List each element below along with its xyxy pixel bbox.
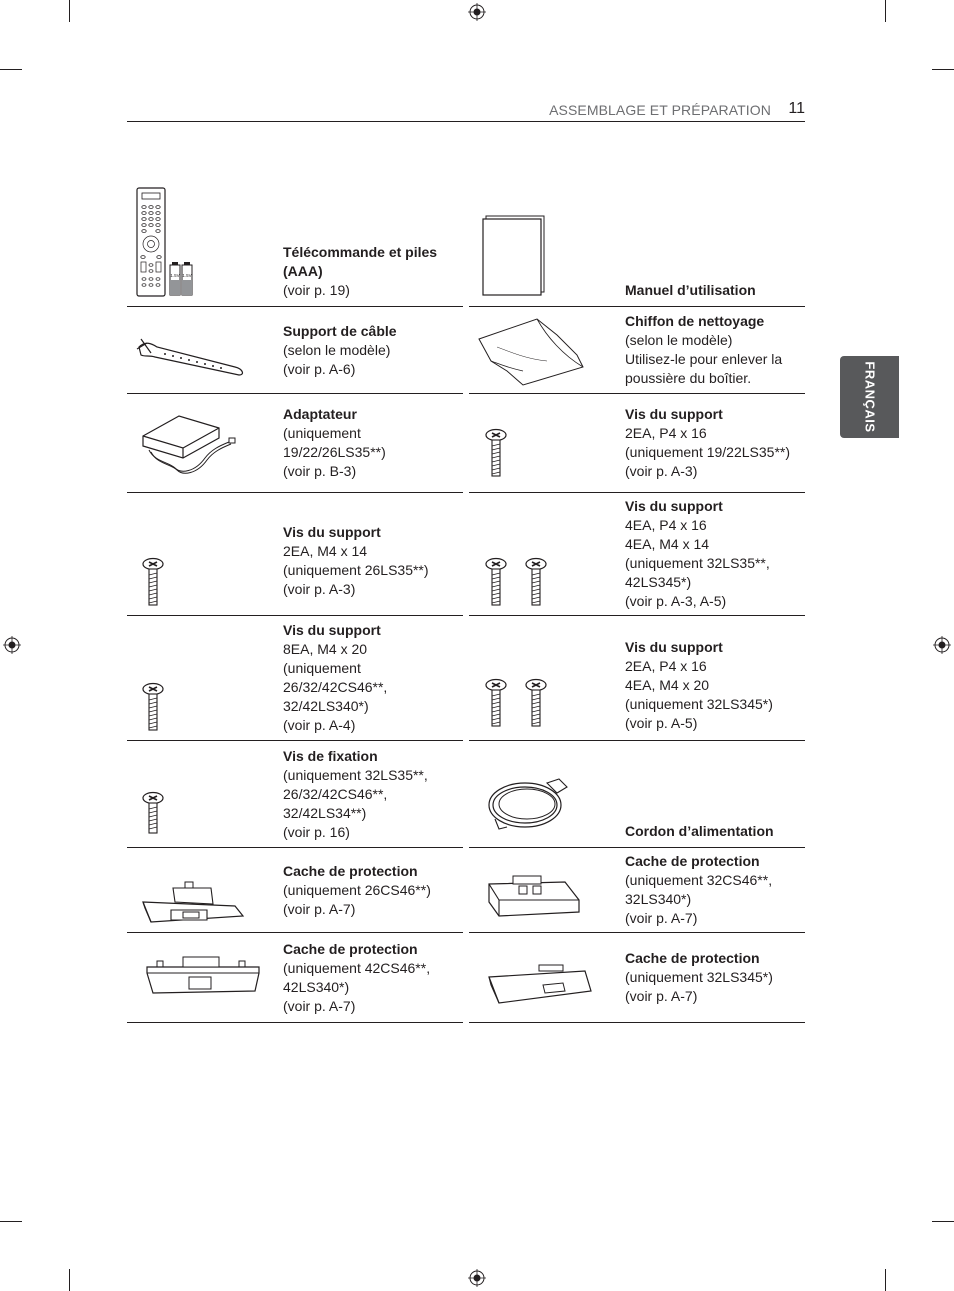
accessory-detail: 8EA, M4 x 20 (283, 641, 368, 657)
accessory-detail: (uniquement 26LS35**) (283, 562, 429, 578)
accessory-description (625, 394, 805, 492)
accessory-detail: 4EA, P4 x 16 (625, 517, 707, 533)
accessory-detail: 4EA, M4 x 14 (625, 536, 710, 552)
accessory-detail: 4EA, M4 x 20 (625, 676, 710, 693)
table-row (127, 185, 805, 307)
language-tab (840, 356, 899, 438)
accessory-cell (127, 848, 463, 933)
accessory-detail: (selon le modèle) (625, 332, 733, 348)
accessory-detail: 26/32/42CS46**, (283, 785, 388, 802)
accessory-cell (469, 394, 805, 493)
accessory-description (625, 933, 805, 1022)
accessory-cell (469, 848, 805, 933)
accessory-name: Adaptateur (283, 406, 357, 422)
power-cord-icon (485, 775, 571, 835)
accessory-cell (127, 616, 463, 741)
accessory-cell (469, 307, 805, 394)
accessory-description (283, 185, 463, 306)
accessory-name: Vis du support (625, 406, 723, 422)
accessory-description (625, 307, 805, 393)
accessory-detail: (voir p. A-3, A-5) (625, 593, 727, 609)
registration-mark-icon (468, 3, 486, 21)
accessory-cell (469, 933, 805, 1023)
accessory-detail: (uniquement 32LS35**, (283, 766, 428, 783)
power-adapter-icon (139, 406, 239, 478)
accessory-name: Vis du support (625, 498, 723, 514)
accessory-description (283, 394, 463, 492)
section-title: ASSEMBLAGE ET PRÉPARATION (549, 102, 771, 118)
accessory-detail: (uniquement 32LS345*) (625, 969, 773, 985)
accessory-description (283, 741, 463, 847)
crop-mark (885, 1269, 886, 1291)
protection-cover-icon (485, 963, 595, 1007)
battery-voltage-label: 1.5V (182, 273, 192, 278)
accessory-detail: (uniquement 32CS46**, (625, 872, 773, 888)
accessory-name: Support de câble (283, 322, 397, 339)
accessory-description (283, 616, 463, 740)
accessory-detail: (voir p. 19) (283, 282, 350, 298)
accessory-detail: 32/42LS34**) (283, 804, 367, 821)
accessory-cell (127, 741, 463, 848)
accessory-name: Cache de protection (283, 940, 418, 957)
accessory-detail: 2EA, P4 x 16 (625, 425, 707, 441)
screw-icon (524, 557, 548, 609)
accessory-detail: 2EA, P4 x 16 (625, 657, 707, 674)
accessory-cell (127, 933, 463, 1023)
accessory-detail: (uniquement 42CS46**, (283, 959, 431, 976)
accessory-name: Manuel d’utilisation (625, 282, 756, 298)
accessory-detail: (voir p. B-3) (283, 463, 357, 479)
accessory-detail: (voir p. A-4) (283, 717, 356, 733)
language-label: FRANÇAIS (862, 361, 877, 433)
table-row (127, 933, 805, 1023)
battery-voltage-label: 1.5V (170, 273, 180, 278)
accessory-name: Vis du support (625, 638, 723, 655)
accessory-detail: (voir p. A-3) (283, 581, 356, 597)
accessory-detail: (uniquement 32LS35**, (625, 555, 770, 571)
screw-icon (141, 557, 165, 609)
screw-icon (141, 682, 165, 734)
accessory-detail: (uniquement 32LS345*) (625, 695, 773, 712)
accessory-name: Vis du support (283, 524, 381, 540)
accessory-detail: 32LS340*) (625, 891, 692, 907)
screw-icon (484, 678, 508, 730)
accessory-detail: 42LS345*) (625, 574, 692, 590)
registration-mark-icon (933, 636, 951, 654)
screw-icon (484, 428, 508, 480)
accessory-description (625, 848, 805, 932)
accessory-cell (469, 741, 805, 848)
screw-icon (141, 791, 165, 837)
accessory-detail: 32/42LS340*) (283, 698, 369, 714)
screw-icon (524, 678, 548, 730)
accessory-cell (469, 493, 805, 616)
protection-cover-icon (143, 951, 263, 997)
accessory-name: Cache de protection (625, 950, 760, 966)
accessory-cell (469, 185, 805, 307)
remote-and-batteries-icon (135, 187, 199, 299)
accessory-cell (127, 307, 463, 394)
accessory-detail: (voir p. A-7) (625, 910, 698, 926)
accessory-description (283, 307, 463, 393)
page-number: 11 (788, 100, 805, 117)
accessory-cell (127, 394, 463, 493)
table-row (127, 741, 805, 848)
accessory-detail: (uniquement (283, 660, 361, 676)
accessory-description (625, 616, 805, 740)
accessory-description (283, 848, 463, 932)
accessory-detail: (voir p. A-6) (283, 360, 356, 377)
accessory-table (127, 185, 805, 1023)
accessory-description (625, 741, 805, 847)
accessory-detail: (uniquement 19/22LS35**) (625, 444, 791, 460)
crop-mark (932, 69, 954, 70)
accessory-detail: (voir p. A-5) (625, 714, 698, 731)
accessory-name: Vis de fixation (283, 747, 378, 764)
crop-mark (69, 0, 70, 22)
registration-mark-icon (3, 636, 21, 654)
table-row (127, 493, 805, 616)
accessory-detail: 26/32/42CS46**, (283, 679, 388, 695)
crop-mark (0, 1221, 22, 1222)
accessory-description (283, 493, 463, 615)
crop-mark (0, 69, 22, 70)
accessory-detail: Utilisez-le pour enlever la poussière du boîtier. (625, 351, 783, 386)
accessory-detail: (voir p. A-7) (283, 997, 356, 1014)
accessory-name: Cordon d’alimentation (625, 823, 774, 839)
accessory-name: Cache de protection (625, 853, 760, 869)
registration-mark-icon (468, 1269, 486, 1287)
accessory-name: Chiffon de nettoyage (625, 313, 765, 329)
cable-holder-icon (135, 329, 247, 379)
accessory-description (625, 493, 805, 615)
accessory-detail: (selon le modèle) (283, 341, 391, 358)
table-row (127, 307, 805, 394)
page-header (127, 100, 805, 122)
accessory-detail: (voir p. 16) (283, 823, 350, 840)
accessory-description (625, 185, 805, 306)
accessory-name: Télécommande et piles (AAA) (283, 244, 438, 279)
crop-mark (69, 1269, 70, 1291)
accessory-cell (127, 185, 463, 307)
screw-icon (484, 557, 508, 609)
accessory-description (283, 933, 463, 1022)
accessory-detail: (voir p. A-7) (283, 900, 356, 917)
accessory-detail: (uniquement 26CS46**) (283, 881, 431, 898)
protection-cover-icon (485, 872, 581, 920)
manual-icon (481, 213, 545, 297)
accessory-detail: 2EA, M4 x 14 (283, 543, 368, 559)
crop-mark (885, 0, 886, 22)
accessory-name: Cache de protection (283, 862, 418, 879)
table-row (127, 394, 805, 493)
accessory-detail: 19/22/26LS35**) (283, 444, 386, 460)
table-row (127, 848, 805, 933)
accessory-detail: (voir p. A-3) (625, 463, 698, 479)
crop-mark (932, 1221, 954, 1222)
accessory-name: Vis du support (283, 622, 381, 638)
accessory-cell (469, 616, 805, 741)
table-row (127, 616, 805, 741)
accessory-cell (127, 493, 463, 616)
accessory-detail: (uniquement (283, 425, 361, 441)
protection-cover-icon (141, 880, 245, 926)
cleaning-cloth-icon (477, 317, 585, 387)
accessory-detail: 42LS340*) (283, 978, 350, 995)
accessory-detail: (voir p. A-7) (625, 988, 698, 1004)
